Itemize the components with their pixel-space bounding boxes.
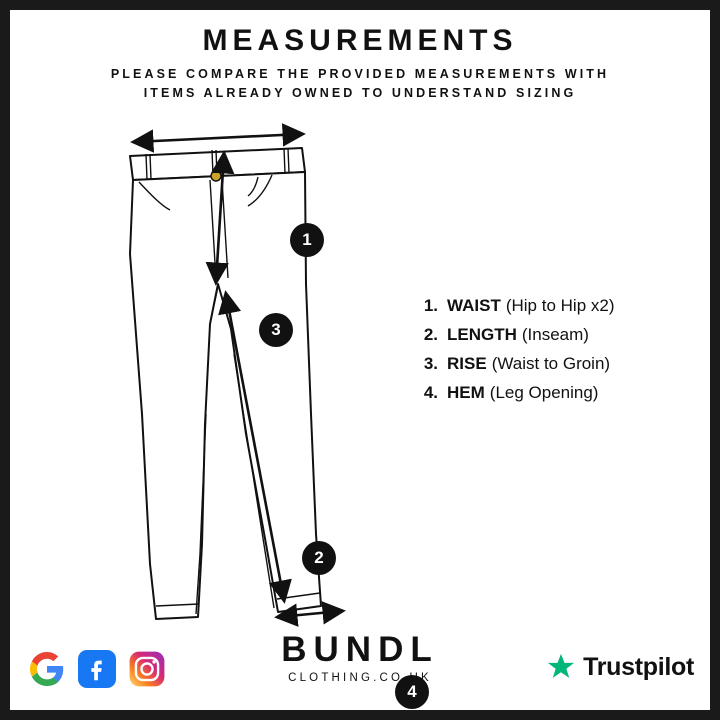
footer [10, 612, 710, 702]
brand-name: BUNDL [281, 630, 439, 669]
subtitle-line-2: ITEMS ALREADY OWNED TO UNDERSTAND SIZING [143, 86, 577, 101]
legend-detail: (Inseam) [521, 325, 589, 344]
badge-rise: 3 [259, 313, 293, 347]
legend-detail: (Waist to Groin) [491, 354, 611, 373]
legend-number: 3. [423, 354, 438, 373]
page-title: MEASUREMENTS [202, 24, 518, 57]
waist-arrow [134, 134, 302, 142]
legend-term: LENGTH [447, 325, 517, 344]
badge-hem: 4 [395, 675, 429, 709]
legend-item-waist [410, 296, 700, 316]
badge-waist: 1 [290, 223, 324, 257]
header [10, 24, 710, 104]
brand-domain: CLOTHING.CO.UK [288, 672, 432, 684]
legend-item-length [410, 325, 700, 345]
legend-term: WAIST [447, 296, 501, 315]
legend-number: 4. [423, 383, 438, 402]
trustpilot-label: Trustpilot [583, 652, 694, 681]
measurement-arrows [106, 114, 396, 634]
subtitle-line-1: PLEASE COMPARE THE PROVIDED MEASUREMENTS WITH [110, 67, 610, 81]
page-subtitle [10, 65, 710, 104]
legend-detail: (Leg Opening) [489, 383, 599, 402]
legend-detail: (Hip to Hip x2) [505, 296, 615, 315]
trustpilot-star-icon [546, 652, 576, 682]
legend-item-hem [410, 383, 700, 403]
trustpilot-logo[interactable] [546, 652, 694, 682]
legend-term: RISE [447, 354, 487, 373]
legend-number: 2. [423, 325, 438, 344]
legend-term: HEM [447, 383, 485, 402]
badge-length: 2 [302, 541, 336, 575]
legend-number: 1. [423, 296, 438, 315]
legend-item-rise [410, 354, 700, 374]
rise-arrow [216, 154, 224, 282]
measurement-legend [410, 296, 700, 412]
